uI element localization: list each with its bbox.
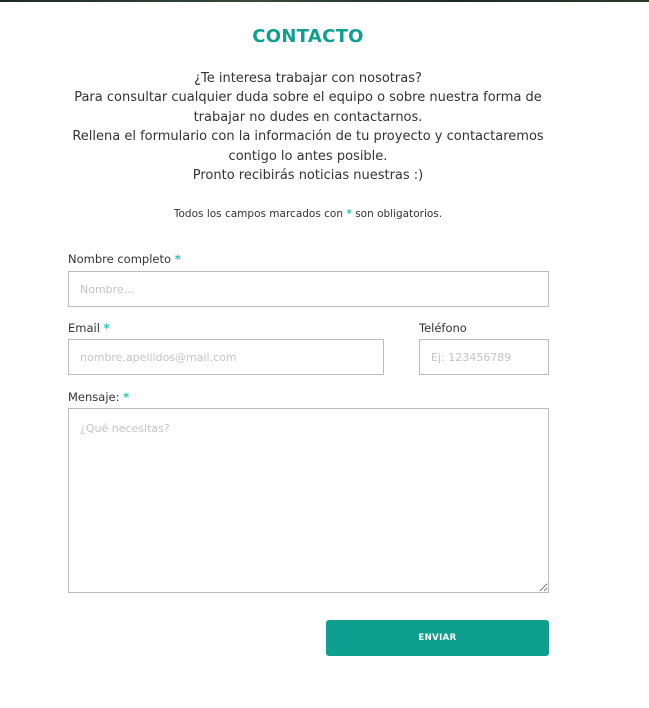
message-required-star-icon: * (123, 390, 130, 404)
phone-input[interactable] (419, 339, 549, 375)
full-name-input[interactable] (68, 271, 549, 307)
name-label-text: Nombre completo (68, 252, 172, 266)
required-star-icon: * (346, 208, 352, 220)
required-note-after: son obligatorios. (351, 208, 443, 220)
phone-label-text: Teléfono (419, 321, 467, 335)
top-edge-strip (0, 0, 649, 2)
page-title: CONTACTO (252, 26, 364, 47)
name-label (68, 252, 181, 266)
message-label-text: Mensaje: (68, 390, 120, 404)
required-fields-note (0, 208, 616, 220)
intro-line-4: Pronto recibirás noticias nuestras :) (192, 168, 424, 184)
intro-line-1: ¿Te interesa trabajar con nosotras? (194, 71, 422, 86)
email-required-star-icon: * (103, 321, 110, 335)
intro-line-3: Rellena el formulario con la información de tu proyecto y contactaremos contigo lo antes posible. (72, 129, 544, 164)
email-label-text: Email (68, 321, 100, 335)
message-label (68, 390, 129, 404)
intro-line-2: Para consultar cualquier duda sobre el equipo o sobre nuestra forma de trabajar no dudes en contactarnos. (74, 90, 542, 125)
submit-button[interactable]: ENVIAR (326, 620, 549, 656)
name-required-star-icon: * (174, 252, 181, 266)
intro-text (62, 69, 554, 185)
email-label (68, 321, 110, 335)
email-input[interactable] (68, 339, 384, 375)
message-textarea[interactable] (68, 408, 549, 593)
required-note-before: Todos los campos marcados con (173, 208, 347, 220)
phone-label (419, 321, 467, 335)
